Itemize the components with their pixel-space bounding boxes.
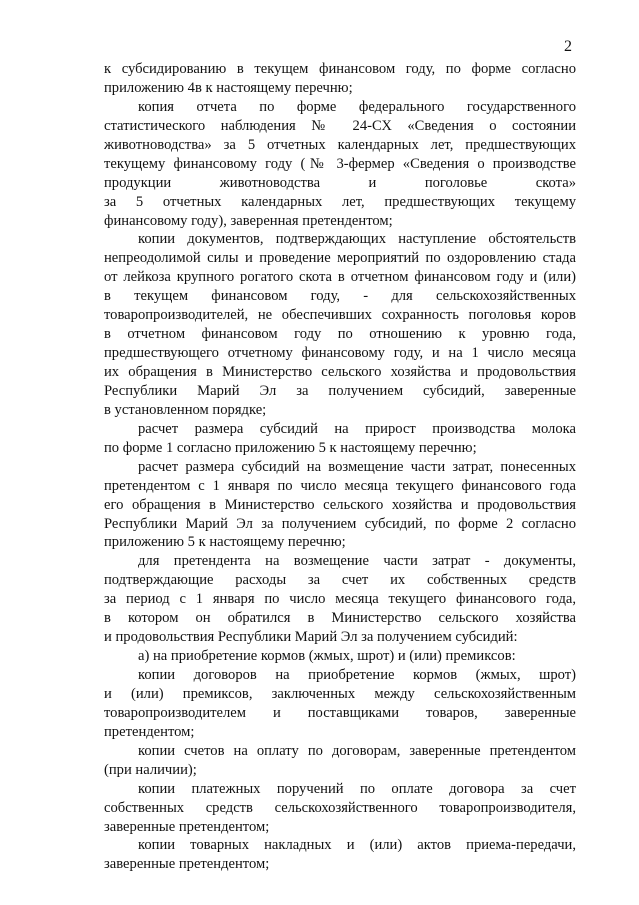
text-line: продукции животноводства и поголовье скота» [104, 174, 576, 191]
text-line: в котором он обратился в Министерство сельского хозяйства [104, 610, 576, 627]
text-line: к субсидированию в текущем финансовом году, по форме согласно [104, 61, 576, 77]
text-line: от лейкоза крупного рогатого скота в отчетном финансовом году и (или) [104, 269, 576, 286]
text-line: по форме 1 согласно приложению 5 к настоящему перечню; [104, 439, 477, 456]
text-line: Республики Марий Эл за получением субсидий, по форме 2 согласно [104, 515, 576, 532]
text-line: копии документов, подтверждающих наступление обстоятельств [138, 231, 576, 248]
text-line: заверенные претендентом; [104, 856, 270, 873]
text-line: за 5 отчетных календарных лет, предшествующих текущему [104, 193, 576, 210]
text-line: приложению 5 к настоящему перечню; [104, 534, 346, 551]
text-line: финансовому году), заверенная претендентом; [104, 212, 393, 229]
text-line: предшествующего отчетному финансовому году, и на 1 число месяца [104, 345, 576, 362]
text-line: в текущем финансовом году, - для сельскохозяйственных [104, 288, 576, 305]
text-line: копии платежных поручений по оплате договора за счет [138, 780, 576, 797]
text-line: текущему финансовому году (№ 3-фермер «Сведения о производстве [104, 155, 576, 172]
text-line: заверенные претендентом; [104, 818, 270, 835]
text-line: для претендента на возмещение части затрат - документы, [138, 553, 576, 570]
text-line: расчет размера субсидий на прирост производства молока [138, 420, 576, 437]
text-line: приложению 4в к настоящему перечню; [104, 79, 353, 96]
text-line: его обращения в Министерство сельского хозяйства и продовольствия [104, 496, 576, 513]
text-line: статистического наблюдения № 24-СХ «Сведения о состоянии [104, 117, 576, 134]
text-line: в отчетном финансовом году по отношению к уровню года, [104, 326, 576, 343]
text-line: и (или) премиксов, заключенных между сельскохозяйственным [104, 685, 576, 702]
text-line: и продовольствия Республики Марий Эл за получением субсидий: [104, 629, 518, 646]
text-line: расчет размера субсидий на возмещение части затрат, понесенных [138, 458, 576, 475]
text-line: претендентом; [104, 723, 195, 740]
text-line: подтверждающие расходы за счет их собственных средств [104, 572, 576, 589]
text-line: непреодолимой силы и проведение мероприятий по оздоровлению стада [104, 250, 576, 267]
text-line: собственных средств сельскохозяйственного товаропроизводителя, [104, 799, 576, 816]
document-body [104, 60, 576, 874]
text-line: (при наличии); [104, 761, 197, 778]
text-line: копия отчета по форме федерального государственного [138, 98, 576, 115]
text-line: претендентом с 1 января по число месяца текущего финансового года [104, 477, 576, 494]
text-line: Республики Марий Эл за получением субсидий, заверенные [104, 382, 576, 399]
text-line: товаропроизводителем и поставщиками товаров, заверенные [104, 704, 576, 721]
text-line: в установленном порядке; [104, 401, 267, 418]
page-number: 2 [564, 38, 572, 55]
text-line: копии счетов на оплату по договорам, заверенные претендентом [138, 742, 576, 759]
text-line: копии договоров на приобретение кормов (жмых, шрот) [138, 667, 576, 683]
text-line: за период с 1 января по число месяца текущего финансового года, [104, 591, 576, 608]
text-line: животноводства» за 5 отчетных календарных лет, предшествующих [104, 136, 576, 153]
text-line: товаропроизводителей, не обеспечивших сохранность поголовья коров [104, 307, 576, 324]
text-line: их обращения в Министерство сельского хозяйства и продовольствия [104, 364, 576, 380]
text-line: а) на приобретение кормов (жмых, шрот) и (или) премиксов: [138, 648, 516, 665]
text-line: копии товарных накладных и (или) актов приема-передачи, [138, 837, 576, 854]
